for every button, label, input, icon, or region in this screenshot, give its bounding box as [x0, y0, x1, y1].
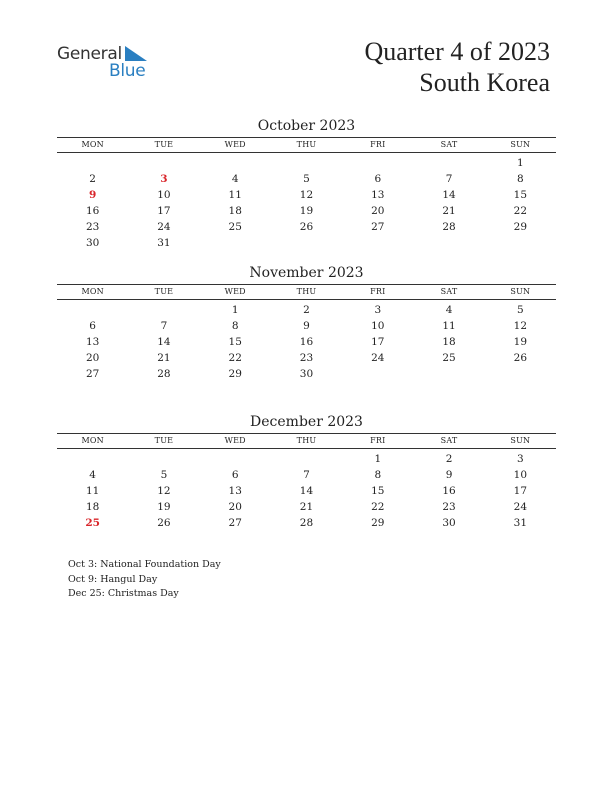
- day-cell: 26: [513, 352, 528, 364]
- day-cell: 24: [513, 501, 528, 513]
- day-cell: 4: [231, 173, 239, 185]
- generalblue-logo: [57, 44, 157, 80]
- day-cell: 23: [299, 352, 314, 364]
- day-cell: 23: [442, 501, 456, 513]
- weekday-label: THU: [296, 140, 317, 149]
- day-cell: 1: [374, 453, 382, 465]
- day-cell: 2: [445, 453, 453, 465]
- weekday-label: MON: [81, 140, 104, 149]
- weekday-label: WED: [224, 140, 246, 149]
- day-cell: 18: [442, 336, 456, 348]
- weekday-label: SAT: [440, 287, 458, 296]
- day-cell: 22: [513, 205, 528, 217]
- day-blank: [57, 155, 128, 171]
- day-blank: [413, 155, 484, 171]
- day-cell: 5: [303, 173, 310, 185]
- day-cell: 21: [442, 205, 456, 217]
- day-blank: [128, 155, 199, 171]
- day-cell: 31: [513, 517, 528, 529]
- day-cell: 11: [85, 485, 100, 497]
- day-grid: [57, 302, 556, 382]
- title-quarter: Quarter 4 of 2023: [364, 37, 550, 66]
- day-cell: 13: [371, 189, 385, 201]
- day-blank: [57, 302, 128, 318]
- day-cell: 13: [228, 485, 242, 497]
- weekday-label: FRI: [370, 140, 386, 149]
- day-cell: 29: [228, 368, 242, 380]
- title-country: South Korea: [419, 68, 550, 97]
- day-cell: 6: [89, 320, 96, 332]
- day-cell: 17: [157, 205, 171, 217]
- holiday-notes: [68, 558, 221, 602]
- day-cell: 19: [157, 501, 171, 513]
- day-cell: 1: [231, 304, 239, 316]
- day-cell: 22: [371, 501, 385, 513]
- day-cell: 15: [228, 336, 242, 348]
- month-november: [57, 263, 556, 382]
- day-cell: 14: [299, 485, 314, 497]
- day-blank: [128, 302, 199, 318]
- weekday-label: FRI: [370, 287, 386, 296]
- day-cell: 10: [513, 469, 528, 481]
- day-cell: 14: [442, 189, 456, 201]
- day-blank: [200, 451, 271, 467]
- day-cell: 17: [513, 485, 528, 497]
- logo-word-blue: Blue: [109, 61, 146, 81]
- month-december: [57, 412, 556, 531]
- day-blank: [57, 451, 128, 467]
- month-title: November 2023: [249, 265, 364, 281]
- weekday-label: SUN: [510, 140, 531, 149]
- weekday-label: THU: [296, 287, 317, 296]
- day-cell: 7: [445, 173, 453, 185]
- day-cell: 15: [513, 189, 528, 201]
- day-cell: 9: [303, 320, 310, 332]
- day-cell: 21: [157, 352, 171, 364]
- day-grid: [57, 451, 556, 531]
- day-cell: 27: [371, 221, 385, 233]
- day-cell: 3: [374, 304, 382, 316]
- day-cell: 9: [445, 469, 453, 481]
- day-cell: 29: [513, 221, 528, 233]
- month-october: [57, 116, 556, 251]
- weekday-label: SAT: [440, 140, 458, 149]
- weekday-label: TUE: [154, 436, 174, 445]
- holiday-note: Dec 25: Christmas Day: [68, 588, 179, 599]
- day-grid: [57, 155, 556, 251]
- weekday-header: [57, 137, 556, 153]
- day-cell: 26: [299, 221, 314, 233]
- day-cell: 25: [442, 352, 456, 364]
- day-cell: 18: [85, 501, 100, 513]
- day-cell: 18: [228, 205, 242, 217]
- day-cell: 20: [85, 352, 100, 364]
- day-cell: 10: [371, 320, 385, 332]
- day-cell: 24: [371, 352, 385, 364]
- day-cell: 30: [299, 368, 314, 380]
- page-title: [364, 36, 550, 98]
- weekday-label: WED: [224, 287, 246, 296]
- day-blank: [342, 155, 413, 171]
- day-cell: 3: [160, 173, 168, 185]
- day-cell: 11: [442, 320, 456, 332]
- month-title: December 2023: [250, 414, 363, 430]
- day-cell: 13: [85, 336, 100, 348]
- day-cell: 5: [517, 304, 524, 316]
- day-cell: 6: [374, 173, 382, 185]
- day-cell: 30: [442, 517, 456, 529]
- weekday-label: MON: [81, 436, 104, 445]
- day-cell: 20: [371, 205, 385, 217]
- day-cell: 29: [371, 517, 385, 529]
- day-cell: 5: [160, 469, 168, 481]
- day-blank: [271, 451, 342, 467]
- weekday-label: MON: [81, 287, 104, 296]
- day-cell: 8: [517, 173, 524, 185]
- day-cell: 8: [231, 320, 239, 332]
- day-cell: 1: [517, 157, 524, 169]
- logo-triangle-icon: [125, 46, 147, 62]
- day-blank: [271, 155, 342, 171]
- weekday-label: FRI: [370, 436, 386, 445]
- weekday-label: THU: [296, 436, 317, 445]
- day-cell: 12: [299, 189, 314, 201]
- day-cell: 25: [85, 517, 100, 529]
- day-cell: 16: [299, 336, 314, 348]
- day-cell: 9: [88, 189, 97, 201]
- day-cell: 31: [157, 237, 171, 249]
- day-cell: 7: [160, 320, 168, 332]
- holiday-note: Oct 9: Hangul Day: [68, 573, 158, 585]
- day-blank: [200, 155, 271, 171]
- weekday-label: SAT: [440, 436, 458, 445]
- day-cell: 16: [85, 205, 100, 217]
- day-cell: 22: [228, 352, 242, 364]
- day-cell: 21: [299, 501, 314, 513]
- day-cell: 26: [157, 517, 171, 529]
- day-blank: [128, 451, 199, 467]
- weekday-label: TUE: [154, 140, 174, 149]
- day-cell: 23: [85, 221, 100, 233]
- day-cell: 19: [513, 336, 528, 348]
- holiday-note: Oct 3: National Foundation Day: [68, 559, 221, 570]
- day-cell: 25: [228, 221, 242, 233]
- weekday-header: [57, 284, 556, 300]
- weekday-label: TUE: [154, 287, 174, 296]
- day-cell: 8: [374, 469, 382, 481]
- day-cell: 4: [89, 469, 96, 481]
- logo-word-general: General: [57, 44, 122, 64]
- day-cell: 24: [157, 221, 171, 233]
- day-cell: 28: [442, 221, 456, 233]
- day-cell: 6: [231, 469, 239, 481]
- day-cell: 11: [228, 189, 242, 201]
- day-cell: 28: [299, 517, 314, 529]
- day-cell: 16: [442, 485, 456, 497]
- day-cell: 14: [157, 336, 171, 348]
- day-cell: 19: [299, 205, 314, 217]
- day-cell: 12: [513, 320, 528, 332]
- weekday-header: [57, 433, 556, 449]
- day-cell: 7: [303, 469, 310, 481]
- weekday-label: SUN: [510, 436, 531, 445]
- weekday-label: WED: [224, 436, 246, 445]
- day-cell: 20: [228, 501, 242, 513]
- day-cell: 28: [157, 368, 171, 380]
- day-cell: 3: [517, 453, 524, 465]
- day-cell: 4: [445, 304, 453, 316]
- day-cell: 17: [371, 336, 385, 348]
- month-title: October 2023: [257, 118, 356, 134]
- day-cell: 15: [371, 485, 385, 497]
- day-cell: 10: [157, 189, 171, 201]
- weekday-label: SUN: [510, 287, 531, 296]
- day-cell: 2: [303, 304, 310, 316]
- day-cell: 27: [228, 517, 242, 529]
- day-cell: 30: [85, 237, 100, 249]
- day-cell: 12: [157, 485, 171, 497]
- day-cell: 27: [85, 368, 100, 380]
- day-cell: 2: [89, 173, 96, 185]
